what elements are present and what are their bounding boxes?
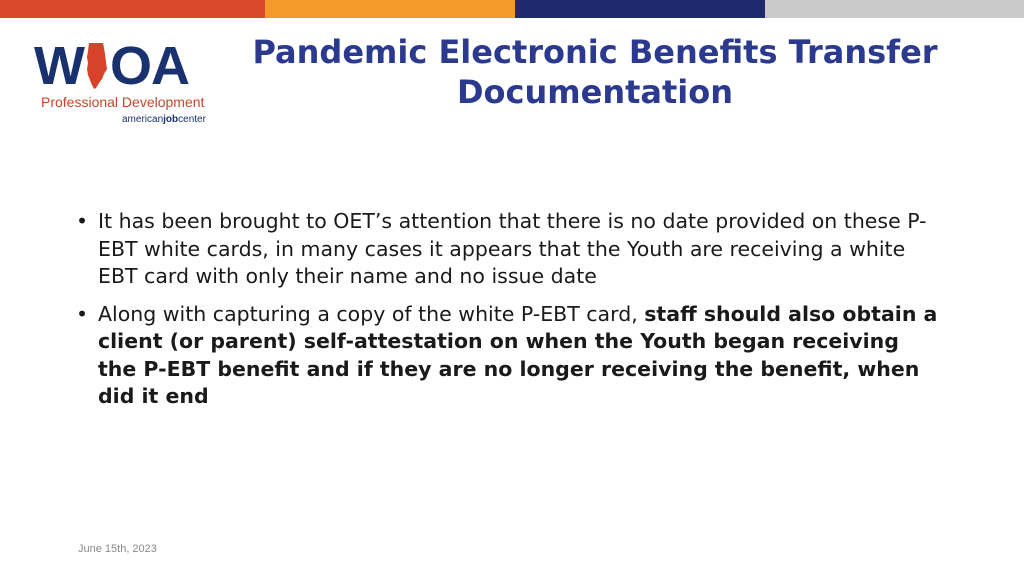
bullet-item	[70, 208, 940, 291]
bullet-text: Along with capturing a copy of the white P-EBT card,	[98, 301, 645, 326]
bullet-emphasis-text: staff should also obtain a client (or parent) self-attestation on when the Youth began receiving the P-EBT benefit and if they are no longer receiving the benefit, when did it end	[98, 301, 938, 408]
logo-tagline: Professional Development	[41, 94, 205, 110]
logo-letters-oa: OA	[109, 36, 189, 96]
top-bar-navy-segment	[515, 0, 765, 18]
bullet-marker: •	[76, 209, 89, 233]
american-job-center-logo	[122, 114, 206, 125]
top-bar-red-segment	[0, 0, 265, 18]
footer-date: June 15th, 2023	[78, 543, 157, 555]
top-bar-gray-segment	[765, 0, 1024, 18]
ajc-bold: job	[163, 114, 179, 125]
bullet-text: It has been brought to OET’s attention that there is no date provided on these P-EBT white cards, in many cases it appears that the Youth are receiving a white EBT card with only their name and no issue date	[98, 209, 927, 288]
slide-title-line-1: Pandemic Electronic Benefits Transfer	[252, 33, 938, 71]
top-bar-orange-segment	[265, 0, 515, 18]
ajc-suffix: center	[178, 114, 206, 125]
illinois-state-icon	[86, 42, 108, 90]
slide-title	[250, 32, 940, 112]
logo-letters-w: W	[34, 36, 84, 96]
logo-wordmark	[34, 38, 189, 94]
bullet-list	[70, 208, 940, 421]
ajc-prefix: american	[122, 114, 164, 125]
wioa-logo	[34, 38, 234, 133]
slide-title-line-2: Documentation	[456, 73, 734, 111]
bullet-marker: •	[76, 301, 89, 326]
bullet-item	[70, 301, 940, 411]
top-color-bar	[0, 0, 1024, 18]
